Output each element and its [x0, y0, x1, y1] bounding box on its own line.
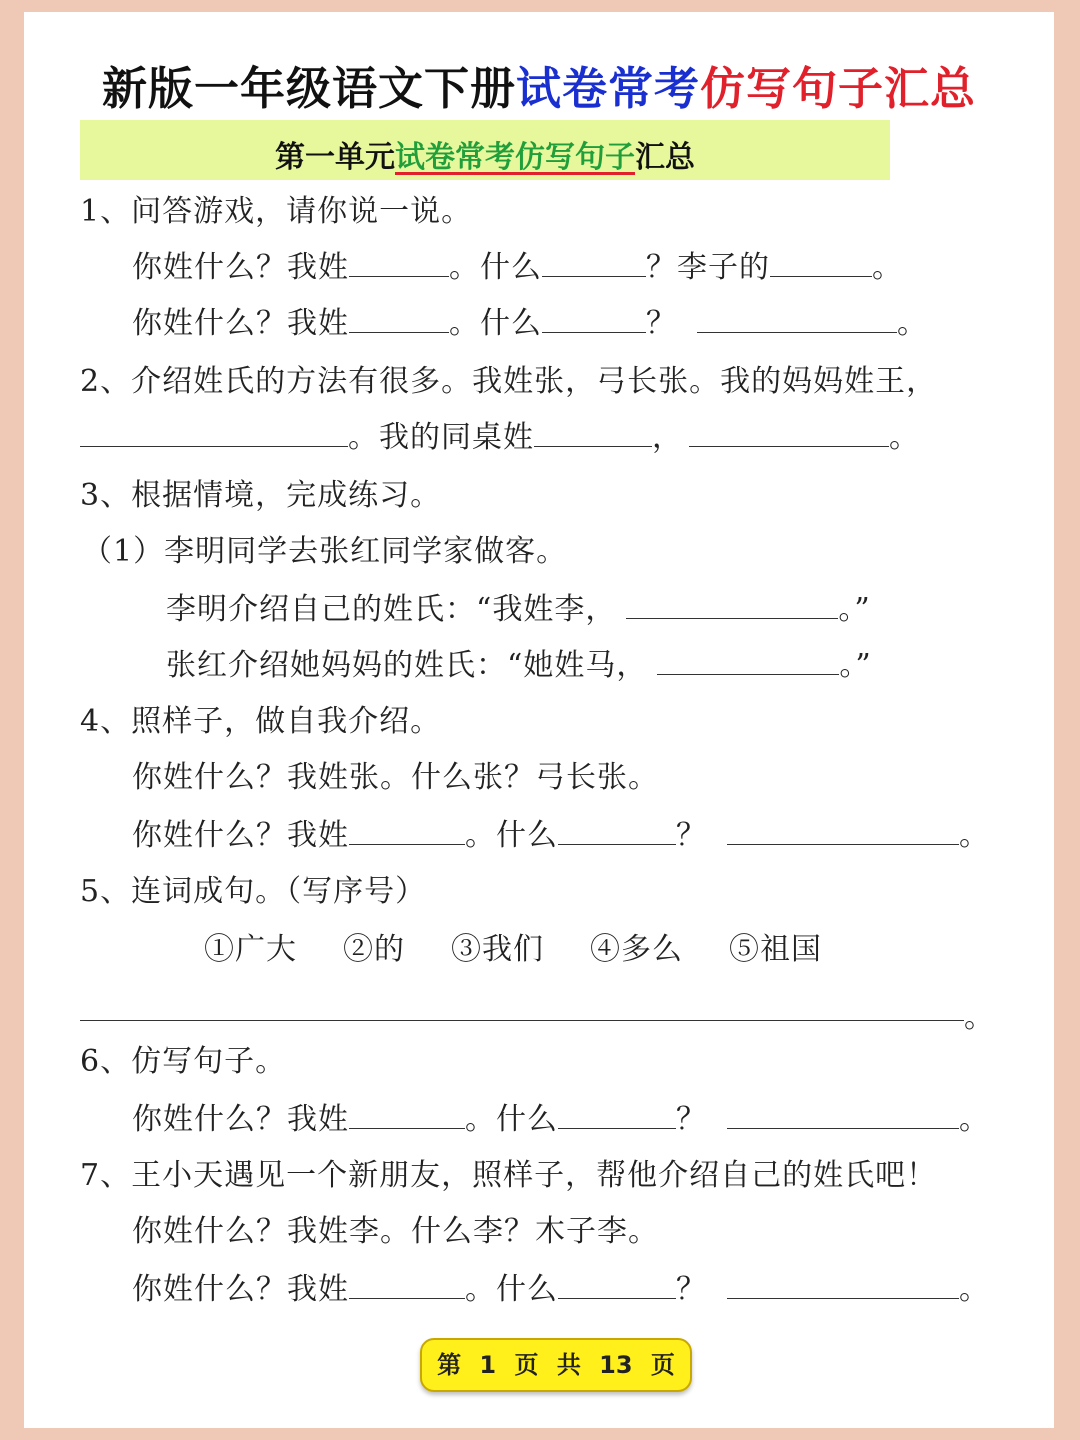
q6-l1-text-d: 。 [959, 1102, 990, 1137]
q7-heading: 7、王小天遇见一个新朋友，照样子，帮他介绍自己的姓氏吧！ [80, 1158, 938, 1193]
q2-blank-2[interactable] [534, 418, 652, 447]
q6-l1-text-b: 。什么 [465, 1102, 558, 1137]
q7-line-1 [132, 1270, 990, 1310]
unit-banner [80, 120, 890, 180]
q7-blank-2[interactable] [558, 1270, 676, 1299]
q6-line-1 [132, 1100, 990, 1140]
q1-l1-blank-1[interactable] [349, 248, 449, 277]
q2-heading: 2、介绍姓氏的方法有很多。我姓张，弓长张。我的妈妈姓王， [80, 364, 938, 399]
q7-blank-3[interactable] [727, 1270, 959, 1299]
q4-l1-text-d: 。 [959, 818, 990, 853]
q2-l1-text-a: 。我的同桌姓 [348, 420, 534, 455]
title-part-3: 仿写句子汇总 [700, 62, 977, 115]
q7-blank-1[interactable] [349, 1270, 465, 1299]
q4-example: 你姓什么？我姓张。什么张？弓长张。 [132, 760, 659, 795]
q4-blank-3[interactable] [727, 816, 959, 845]
q5-option-2: ②的 [343, 932, 405, 967]
q6-l1-text-c: ？ [676, 1102, 707, 1137]
q1-l1-text-b: 。什么 [449, 250, 542, 285]
q2-blank-3[interactable] [689, 418, 889, 447]
q2-l1-text-c: 。 [889, 420, 920, 455]
q4-l1-text-a: 你姓什么？我姓 [132, 818, 349, 853]
q4-line-1 [132, 816, 990, 856]
page-number-badge: 第 1 页 共 13 页 [420, 1338, 692, 1392]
q2-line-1 [80, 418, 920, 458]
q3-l1-text-b: 。” [838, 592, 871, 627]
q3-sub-heading: （1）李明同学去张红同学家做客。 [82, 534, 568, 569]
q5-option-5: ⑤祖国 [729, 932, 822, 967]
q5-heading: 5、连词成句。（写序号） [80, 874, 427, 909]
q3-line-1 [166, 590, 871, 630]
q1-l1-blank-2[interactable] [542, 248, 646, 277]
q1-line-2 [132, 304, 928, 344]
q4-blank-1[interactable] [349, 816, 465, 845]
title-part-1: 新版一年级语文下册 [101, 62, 516, 115]
q3-heading: 3、根据情境，完成练习。 [80, 478, 442, 513]
banner-part-3: 汇总 [635, 140, 695, 175]
q7-example: 你姓什么？我姓李。什么李？木子李。 [132, 1214, 659, 1249]
q1-l2-text-a: 你姓什么？我姓 [132, 306, 349, 341]
q3-blank-1[interactable] [626, 590, 838, 619]
q1-l1-text-c: ？李子的 [646, 250, 770, 285]
q1-heading: 1、问答游戏，请你说一说。 [80, 194, 473, 229]
q2-blank-1[interactable] [80, 418, 348, 447]
q4-heading: 4、照样子，做自我介绍。 [80, 704, 442, 739]
q6-heading: 6、仿写句子。 [80, 1044, 287, 1079]
q1-l2-blank-2[interactable] [542, 304, 646, 333]
q7-l1-text-c: ？ [676, 1272, 707, 1307]
banner-part-2: 试卷常考仿写句子 [395, 140, 635, 175]
q5-option-3: ③我们 [451, 932, 544, 967]
q5-option-4: ④多么 [590, 932, 683, 967]
q3-l1-text-a: 李明介绍自己的姓氏：“我姓李， [166, 592, 617, 627]
q3-blank-2[interactable] [657, 646, 839, 675]
q4-l1-text-b: 。什么 [465, 818, 558, 853]
q3-l2-text-a: 张红介绍她妈妈的姓氏：“她姓马， [166, 648, 648, 683]
q3-l2-text-b: 。” [839, 648, 872, 683]
q4-blank-2[interactable] [558, 816, 676, 845]
q1-l2-blank-1[interactable] [349, 304, 449, 333]
q1-l1-text-d: 。 [872, 250, 903, 285]
q6-blank-2[interactable] [558, 1100, 676, 1129]
q1-l2-text-b: 。什么 [449, 306, 542, 341]
worksheet-page [24, 12, 1054, 1428]
q5-options [204, 930, 868, 970]
title-part-2: 试卷常考 [515, 62, 700, 115]
page-title [24, 52, 1054, 117]
q2-l1-text-b: ， [652, 420, 683, 455]
q1-l1-text-a: 你姓什么？我姓 [132, 250, 349, 285]
q1-l2-text-c: ？ [646, 306, 677, 341]
q7-l1-text-a: 你姓什么？我姓 [132, 1272, 349, 1307]
q7-l1-text-b: 。什么 [465, 1272, 558, 1307]
banner-part-1: 第一单元 [275, 140, 395, 175]
q6-blank-1[interactable] [349, 1100, 465, 1129]
q6-blank-3[interactable] [727, 1100, 959, 1129]
q3-line-2 [166, 646, 872, 686]
q1-l1-blank-3[interactable] [770, 248, 872, 277]
q5-option-1: ①广大 [204, 932, 297, 967]
q1-l2-text-d: 。 [897, 306, 928, 341]
q1-line-1 [132, 248, 903, 288]
q5-end-mark: 。 [964, 1000, 994, 1035]
q6-l1-text-a: 你姓什么？我姓 [132, 1102, 349, 1137]
q4-l1-text-c: ？ [676, 818, 707, 853]
q7-l1-text-d: 。 [959, 1272, 990, 1307]
q5-answer-line[interactable] [80, 1020, 964, 1021]
q1-l2-blank-3[interactable] [697, 304, 897, 333]
